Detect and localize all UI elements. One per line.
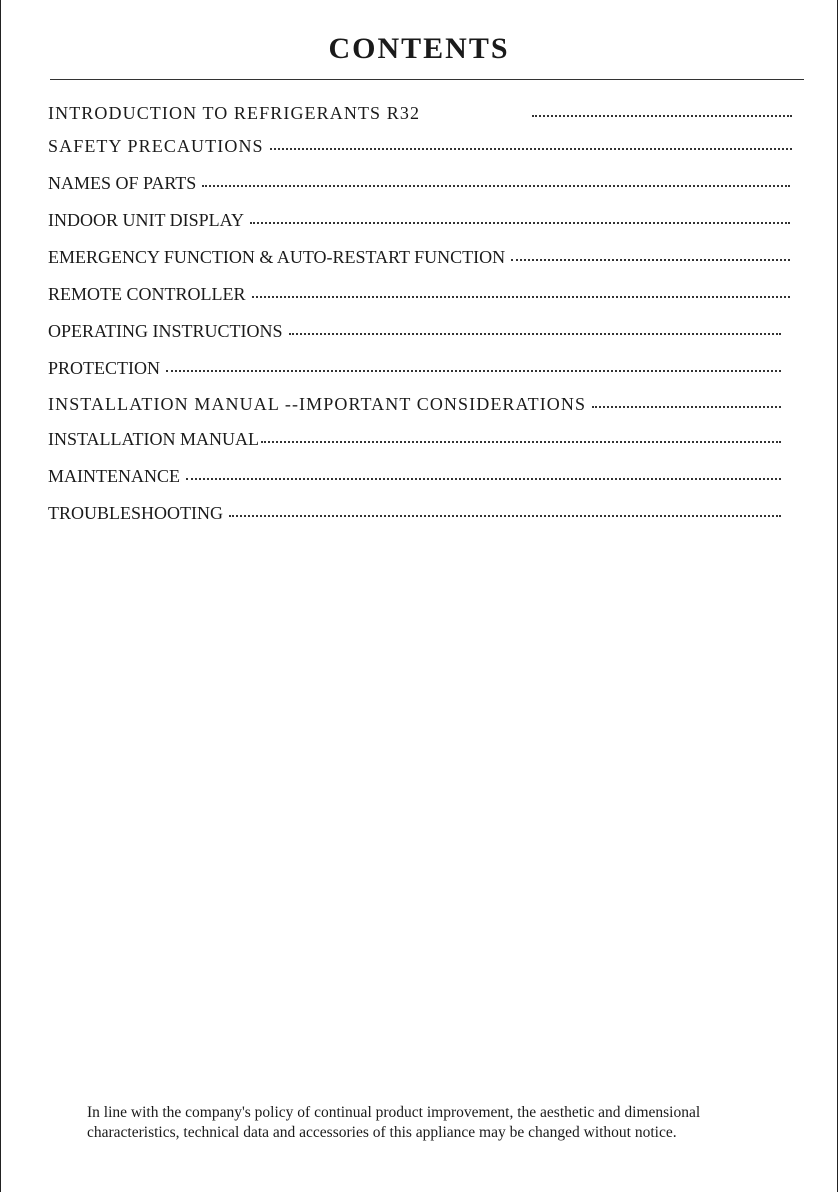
dot-leader — [166, 357, 781, 372]
toc-entry-installation-manual[interactable] — [48, 428, 781, 450]
toc-entry-indoor-unit-display[interactable] — [48, 209, 790, 231]
toc-entry-remote-controller[interactable] — [48, 283, 790, 305]
toc-entry-label: PROTECTION — [48, 358, 160, 378]
toc-entry-troubleshooting[interactable] — [48, 502, 781, 524]
toc-entry-installation-considerations[interactable] — [48, 393, 781, 415]
disclaimer-line-1: In line with the company's policy of continual product improvement, the aesthetic and dimensional — [87, 1104, 701, 1121]
toc-entry-label: INDOOR UNIT DISPLAY — [48, 210, 245, 230]
toc-entry-operating-instructions[interactable] — [48, 320, 781, 342]
dot-leader — [202, 172, 790, 187]
toc-entry-label: EMERGENCY FUNCTION & AUTO-RESTART FUNCTION — [48, 247, 506, 267]
dot-leader — [270, 135, 792, 150]
dot-leader — [532, 102, 792, 117]
dot-leader — [511, 246, 790, 261]
toc-entry-introduction-refrigerants[interactable] — [48, 102, 792, 124]
page-title: CONTENTS — [328, 32, 510, 65]
toc-entry-label: INSTALLATION MANUAL --IMPORTANT CONSIDERATIONS — [48, 394, 587, 414]
disclaimer-line-2: characteristics, technical data and accessories of this appliance may be changed without notice. — [87, 1124, 677, 1141]
toc-entry-label: TROUBLESHOOTING — [48, 503, 223, 523]
toc-entry-maintenance[interactable] — [48, 465, 781, 487]
toc-entry-label: SAFETY PRECAUTIONS — [48, 136, 264, 156]
table-of-contents — [1, 0, 837, 1192]
toc-entry-label: INSTALLATION MANUAL — [48, 429, 260, 449]
dot-leader — [229, 502, 781, 517]
toc-entry-emergency-auto-restart[interactable] — [48, 246, 790, 268]
toc-entry-label: INTRODUCTION TO REFRIGERANTS R32 — [48, 103, 421, 123]
dot-leader — [261, 428, 781, 443]
toc-entry-names-of-parts[interactable] — [48, 172, 790, 194]
disclaimer-note — [87, 1103, 787, 1143]
dot-leader — [592, 393, 781, 408]
dot-leader — [252, 283, 791, 298]
dot-leader — [250, 209, 790, 224]
toc-entry-label: NAMES OF PARTS — [48, 173, 197, 193]
toc-entry-label: MAINTENANCE — [48, 466, 180, 486]
dot-leader — [186, 465, 781, 480]
toc-entry-label: REMOTE CONTROLLER — [48, 284, 246, 304]
toc-entry-protection[interactable] — [48, 357, 781, 379]
dot-leader — [289, 320, 781, 335]
toc-entry-label: OPERATING INSTRUCTIONS — [48, 321, 283, 341]
toc-entry-safety-precautions[interactable] — [48, 135, 792, 157]
